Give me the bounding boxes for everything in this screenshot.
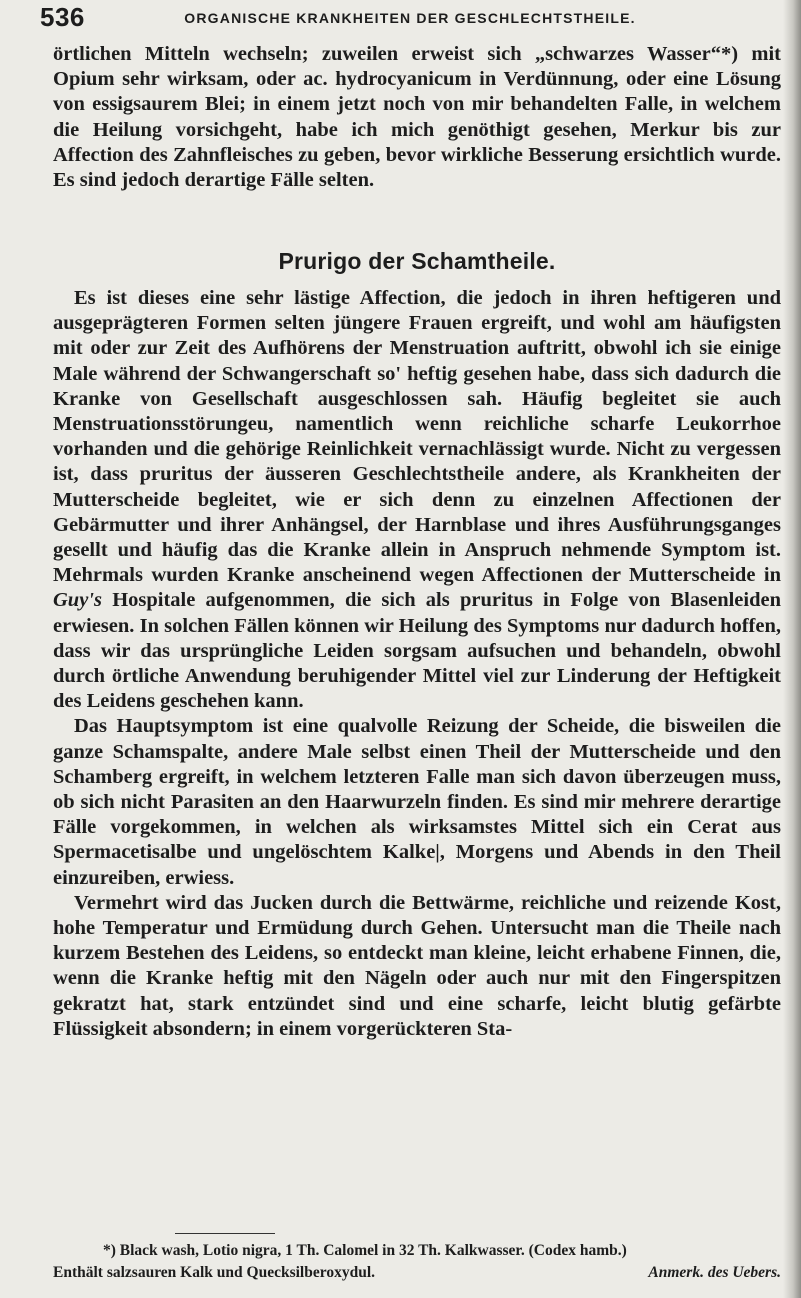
footnote-line-1: *) Black wash, Lotio nigra, 1 Th. Calomel in 32 Th. Kalkwasser. (Codex hamb.) bbox=[103, 1242, 627, 1259]
footnote bbox=[53, 1240, 781, 1284]
text-block-intro bbox=[53, 42, 781, 193]
page-edge-shadow bbox=[783, 0, 801, 1298]
paragraph-4: Vermehrt wird das Jucken durch die Bettwärme, reichliche und reizende Kost, hohe Temperatur und Ermüdung durch Gehen. Untersucht man die Theile nach kurzem Bestehen des Leidens, so entdeckt man kleine, leicht erhabene Finnen, die, wenn die Kranke heftig mit den Nägeln oder auch nur mit den Fingerspitzen gekratzt hat, stark entzündet sind und eine scharfe, leicht blutig gefärbte Flüssigkeit absondern; in einem vorgerückteren Sta- bbox=[53, 891, 781, 1040]
footnote-text: Enthält salzsauren Kalk und Quecksilberoxydul. bbox=[53, 1264, 375, 1281]
page-number: 536 bbox=[40, 2, 85, 32]
footnote-line-2 bbox=[53, 1262, 781, 1284]
footnote-signature: Anmerk. des Uebers. bbox=[648, 1264, 781, 1281]
page-header bbox=[40, 0, 780, 36]
section-heading: Prurigo der Schamtheile. bbox=[278, 248, 556, 274]
paragraph-2-part-b: Hospitale aufgenommen, die sich als pruritus in Folge von Blasenleiden erwiesen. In solchen Fällen können wir Heilung des Symptoms nur dadurch hoffen, dass wir das ursprüngliche Leiden sorgsam aufsuchen und behandeln, obwohl durch örtliche Anwendung beruhigender Mittel viel zur Linderung der Heftigkeit des Leidens geschehen kann. bbox=[53, 589, 781, 713]
paragraph-2-part-a: Es ist dieses eine sehr lästige Affection, die jedoch in ihren heftigeren und ausgeprägteren Formen selten jüngere Frauen ergreift, und wohl am häufigsten mit oder zur Zeit des Aufhörens der Menstruation auftritt, obwohl ich sie einige Male während der Schwangerschaft so' heftig gesehen habe, dass sich dadurch die Kranke von Gesellschaft ausgeschlossen sah. Häufig begleitet sie auch Menstruationsstörungeu, namentlich wenn reichliche scharfe Leukorrhoe vorhanden und die gehörige Reinlichkeit vernachlässigt wurde. Nicht zu vergessen ist, dass pruritus der äusseren Geschlechtstheile andere, als Krankheiten der Mutterscheide begleitet, wie er sich denn zu einzelnen Affectionen der Gebärmutter und ihrer Anhängsel, der Harnblase und ihres Ausführungsganges gesellt und häufig das die Kranke allein in Anspruch nehmende Symptom ist. Mehrmals wurden Kranke anscheinend wegen Affectionen der Mutterscheide in bbox=[53, 287, 781, 587]
running-head: ORGANISCHE KRANKHEITEN DER GESCHLECHTSTHEILE. bbox=[184, 10, 636, 26]
footnote-rule bbox=[175, 1233, 275, 1234]
paragraph-3: Das Hauptsymptom ist eine qualvolle Reizung der Scheide, die bisweilen die ganze Schamspalte, andere Male selbst einen Theil der Mutterscheide und den Schamberg ergreift, in welchem letzteren Falle man sich davon überzeugen muss, ob sich nicht Parasiten an den Haarwurzeln finden. Es sind mir mehrere derartige Fälle vorgekommen, in welchen als wirksamstes Mittel sich ein Cerat aus Spermacetisalbe und ungelöschtem Kalke|, Morgens und Abends in den Theil einzureiben, erwiess. bbox=[53, 715, 781, 889]
paragraph-intro: örtlichen Mitteln wechseln; zuweilen erweist sich „schwarzes Wasser“*) mit Opium sehr wirksam, oder ac. hydrocyanicum in Verdünnung, oder eine Lösung von essigsaurem Blei; in einem jetzt noch von mir behandelten Falle, in welchem die Heilung vorsichgeht, habe ich mich genöthigt gesehen, Merkur bis zur Affection des Zahnfleisches zu geben, bevor wirkliche Besserung ersichtlich wurde. Es sind jedoch derartige Fälle selten. bbox=[53, 43, 781, 192]
guys-hospital-name: Guy's bbox=[53, 589, 102, 612]
text-block-main bbox=[53, 286, 781, 1042]
paragraph-2 bbox=[53, 286, 781, 714]
